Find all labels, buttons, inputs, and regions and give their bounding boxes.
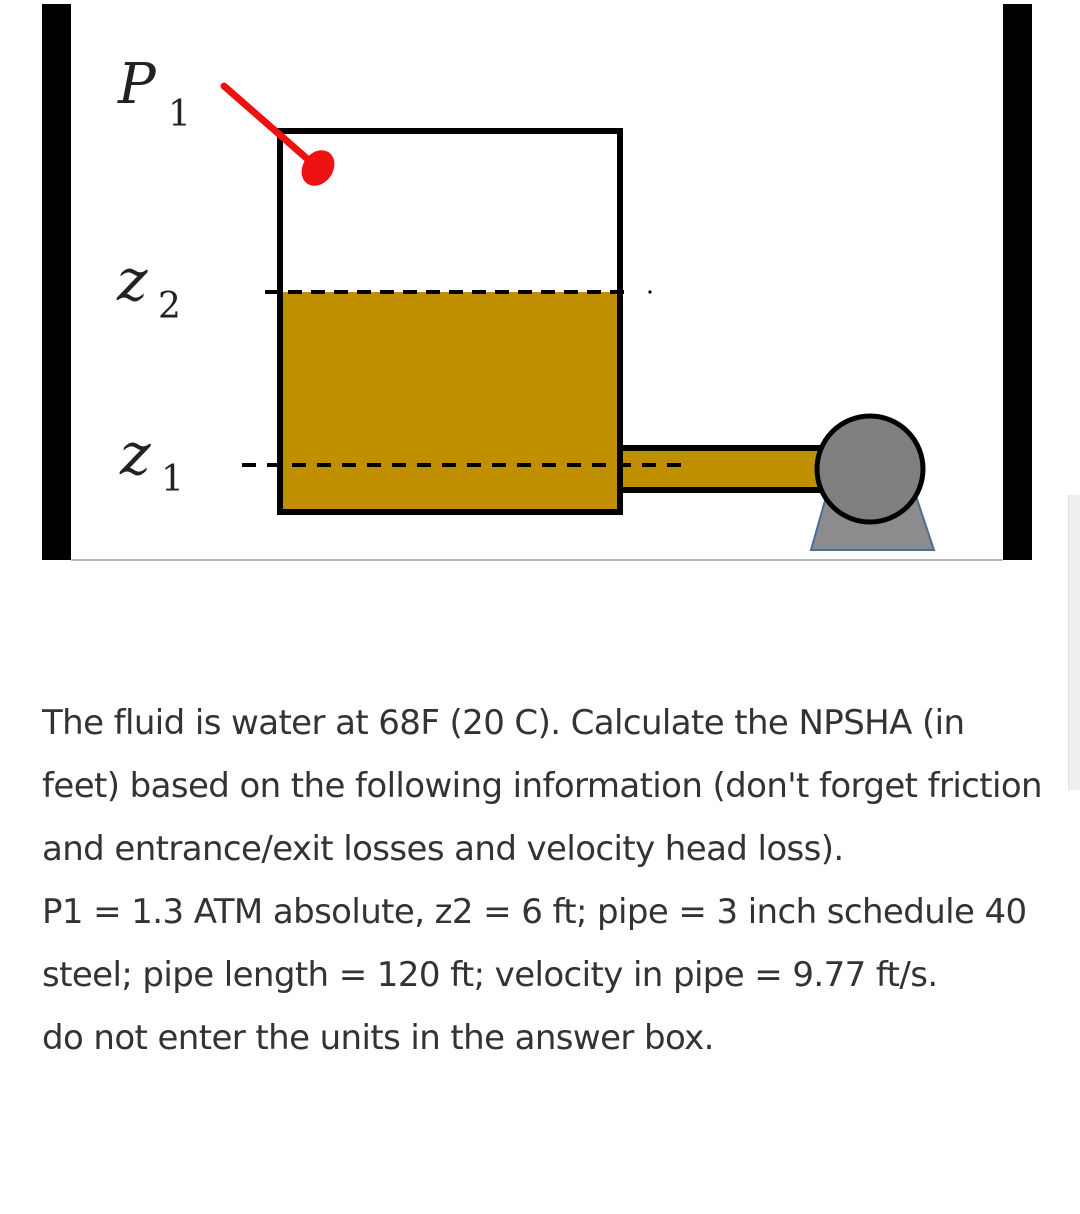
z1-label: [119, 420, 184, 500]
z2-label: [116, 246, 181, 327]
gauge-stem: [224, 86, 312, 163]
p1-label: [117, 52, 191, 135]
pump-casing: [817, 416, 923, 522]
left-frame-bar: [42, 4, 71, 560]
p1-label-main: P: [118, 52, 156, 117]
problem-paragraph-instruction: do not enter the units in the answer box.: [42, 1018, 714, 1058]
right-frame-bar: [1003, 4, 1032, 560]
z2-label-sub: 2: [158, 286, 181, 327]
z2-level-dot: [648, 290, 651, 293]
z1-label-sub: 1: [161, 459, 184, 500]
z2-label-main: z: [117, 246, 148, 314]
p1-label-sub: 1: [168, 94, 191, 135]
problem-paragraph-intro: The fluid is water at 68F (20 C). Calculate the NPSHA (in feet) based on the following information (don't forget friction and entrance/exit losses and velocity head loss).: [42, 703, 1042, 869]
problem-paragraph-given: P1 = 1.3 ATM absolute, z2 = 6 ft; pipe = 3 inch schedule 40 steel; pipe length = 120 ft; velocity in pipe = 9.77 ft/s.: [42, 892, 1027, 995]
page-scrollbar[interactable]: [1068, 495, 1080, 790]
z1-label-main: z: [120, 420, 151, 488]
tank-liquid: [280, 292, 620, 512]
tank-pump-diagram: [0, 0, 1080, 600]
problem-statement: [42, 692, 1042, 1070]
outlet-pipe: [620, 448, 826, 490]
